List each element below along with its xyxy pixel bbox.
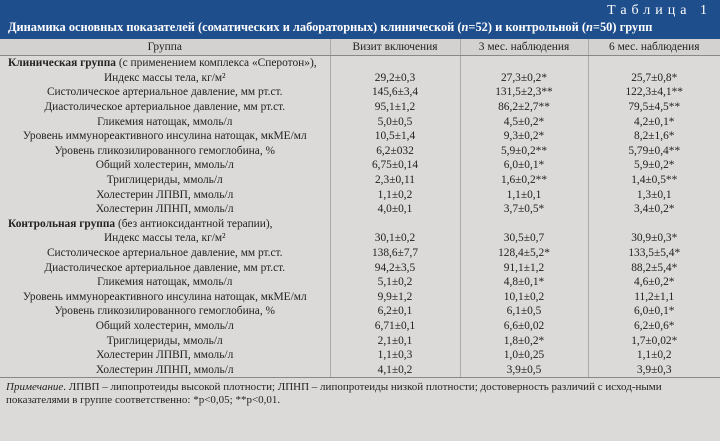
table-row (0, 333, 720, 348)
value-cell: 9,3±0,2* (460, 129, 588, 144)
value-cell: 6,71±0,1 (330, 319, 460, 334)
row-label: Диастолическое артериальное давление, мм рт.ст. (44, 261, 286, 274)
table-header-bar (0, 0, 720, 39)
note-text: . ЛПВП – липопротеиды высокой плотности; ЛПНП – липопротеиды низкой плотности; достоверность различий с исход-ными показателями в группе соответственно: *p<0,05; **p<0,01. (6, 381, 662, 407)
value-cell: 5,9±0,2* (588, 158, 720, 173)
value-cell: 27,3±0,2* (460, 71, 588, 86)
value-cell: 8,2±1,6* (588, 129, 720, 144)
group-name: Клиническая группа (8, 57, 116, 70)
table-row (0, 275, 720, 290)
value-cell: 95,1±1,2 (330, 100, 460, 115)
table-row (0, 71, 720, 86)
table-number: Таблица 1 (607, 3, 712, 18)
value-cell: 2,1±0,1 (330, 333, 460, 348)
value-cell: 1,1±0,2 (330, 187, 460, 202)
value-cell: 1,1±0,3 (330, 348, 460, 363)
value-cell: 3,9±0,5 (460, 362, 588, 377)
table-row (0, 202, 720, 217)
group-header-row (0, 217, 720, 232)
table-title (8, 20, 712, 35)
table-row (0, 362, 720, 377)
table-row (0, 173, 720, 188)
value-cell: 4,6±0,2* (588, 275, 720, 290)
table-body (0, 56, 720, 378)
table-row (0, 144, 720, 159)
value-cell: 4,8±0,1* (460, 275, 588, 290)
row-label: Систолическое артериальное давление, мм рт.ст. (46, 247, 283, 260)
value-cell: 79,5±4,5** (588, 100, 720, 115)
table-row (0, 158, 720, 173)
row-label: Триглицериды, ммоль/л (106, 334, 223, 347)
value-cell: 5,0±0,5 (330, 114, 460, 129)
group-header-row (0, 56, 720, 71)
table-row (0, 348, 720, 363)
table-row (0, 304, 720, 319)
value-cell: 4,2±0,1* (588, 114, 720, 129)
row-label: Уровень иммунореактивного инсулина натощак, мкМЕ/мл (22, 130, 307, 143)
value-cell: 10,1±0,2 (460, 290, 588, 305)
row-label: Индекс массы тела, кг/м² (103, 232, 226, 245)
title-part-3: =50) групп (592, 20, 653, 34)
value-cell: 1,1±0,2 (588, 348, 720, 363)
empty-cell (460, 56, 588, 71)
row-label: Холестерин ЛПНП, ммоль/л (95, 363, 234, 376)
value-cell: 5,79±0,4** (588, 144, 720, 159)
value-cell: 3,9±0,3 (588, 362, 720, 377)
value-cell: 6,0±0,1* (460, 158, 588, 173)
column-header-row (0, 39, 720, 56)
row-label: Гликемия натощак, ммоль/л (97, 115, 233, 128)
row-label: Холестерин ЛПВП, ммоль/л (96, 349, 234, 362)
value-cell: 4,0±0,1 (330, 202, 460, 217)
value-cell: 1,8±0,2* (460, 333, 588, 348)
value-cell: 5,9±0,2** (460, 144, 588, 159)
table-row (0, 290, 720, 305)
value-cell: 2,3±0,11 (330, 173, 460, 188)
value-cell: 6,0±0,1* (588, 304, 720, 319)
value-cell: 30,5±0,7 (460, 231, 588, 246)
value-cell: 128,4±5,2* (460, 246, 588, 261)
value-cell: 9,9±1,2 (330, 290, 460, 305)
table-row (0, 100, 720, 115)
value-cell: 6,1±0,5 (460, 304, 588, 319)
title-n1-var: n (461, 20, 469, 34)
row-label: Триглицериды, ммоль/л (106, 174, 223, 187)
value-cell: 88,2±5,4* (588, 260, 720, 275)
value-cell: 11,2±1,1 (588, 290, 720, 305)
value-cell: 1,3±0,1 (588, 187, 720, 202)
row-label: Холестерин ЛПНП, ммоль/л (95, 203, 234, 216)
col-header-visit: Визит включения (330, 39, 460, 56)
row-label: Холестерин ЛПВП, ммоль/л (96, 188, 234, 201)
value-cell: 4,1±0,2 (330, 362, 460, 377)
value-cell: 6,2±032 (330, 144, 460, 159)
value-cell: 1,6±0,2** (460, 173, 588, 188)
row-label: Уровень иммунореактивного инсулина натощак, мкМЕ/мл (22, 290, 307, 303)
row-label: Систолическое артериальное давление, мм рт.ст. (46, 86, 283, 99)
value-cell: 122,3±4,1** (588, 85, 720, 100)
data-table (0, 39, 720, 377)
value-cell: 94,2±3,5 (330, 260, 460, 275)
table-row (0, 231, 720, 246)
row-label: Диастолическое артериальное давление, мм рт.ст. (44, 101, 286, 114)
table-row (0, 260, 720, 275)
value-cell: 1,0±0,25 (460, 348, 588, 363)
value-cell: 4,5±0,2* (460, 114, 588, 129)
col-header-3m: 3 мес. наблюдения (460, 39, 588, 56)
col-header-6m: 6 мес. наблюдения (588, 39, 720, 56)
table-row (0, 114, 720, 129)
value-cell: 30,9±0,3* (588, 231, 720, 246)
empty-cell (330, 217, 460, 232)
row-label: Гликемия натощак, ммоль/л (97, 276, 233, 289)
value-cell: 145,6±3,4 (330, 85, 460, 100)
value-cell: 25,7±0,8* (588, 71, 720, 86)
value-cell: 30,1±0,2 (330, 231, 460, 246)
value-cell: 91,1±1,2 (460, 260, 588, 275)
table-row (0, 187, 720, 202)
value-cell: 6,6±0,02 (460, 319, 588, 334)
row-label: Общий холестерин, ммоль/л (95, 159, 234, 172)
empty-cell (460, 217, 588, 232)
value-cell: 6,75±0,14 (330, 158, 460, 173)
value-cell: 29,2±0,3 (330, 71, 460, 86)
row-label: Уровень гликозилированного гемоглобина, % (54, 305, 276, 318)
value-cell: 6,2±0,1 (330, 304, 460, 319)
group-title (0, 56, 330, 71)
group-name: Контрольная группа (8, 217, 116, 230)
note-label: Примечание (6, 381, 64, 394)
row-label: Индекс массы тела, кг/м² (103, 71, 226, 84)
value-cell: 133,5±5,4* (588, 246, 720, 261)
empty-cell (330, 56, 460, 71)
value-cell: 1,4±0,5** (588, 173, 720, 188)
title-part-2: =52) и контрольной ( (468, 20, 586, 34)
value-cell: 1,7±0,02* (588, 333, 720, 348)
group-desc: (с применением комплекса «Сперотон»), (115, 57, 317, 70)
value-cell: 10,5±1,4 (330, 129, 460, 144)
empty-cell (588, 217, 720, 232)
table-row (0, 246, 720, 261)
row-label: Общий холестерин, ммоль/л (95, 319, 234, 332)
group-desc: (без антиоксидантной терапии), (115, 217, 273, 230)
value-cell: 5,1±0,2 (330, 275, 460, 290)
table-row (0, 85, 720, 100)
row-label: Уровень гликозилированного гемоглобина, % (54, 144, 276, 157)
table-row (0, 319, 720, 334)
table-row (0, 129, 720, 144)
value-cell: 86,2±2,7** (460, 100, 588, 115)
value-cell: 3,7±0,5* (460, 202, 588, 217)
col-header-group: Группа (0, 39, 330, 56)
table-note (0, 377, 720, 407)
empty-cell (588, 56, 720, 71)
value-cell: 3,4±0,2* (588, 202, 720, 217)
group-title (0, 217, 330, 232)
value-cell: 138,6±7,7 (330, 246, 460, 261)
title-part-1: Динамика основных показателей (соматических и лабораторных) клинической ( (8, 20, 462, 34)
value-cell: 6,2±0,6* (588, 319, 720, 334)
value-cell: 131,5±2,3** (460, 85, 588, 100)
title-n2-var: n (586, 20, 593, 34)
value-cell: 1,1±0,1 (460, 187, 588, 202)
